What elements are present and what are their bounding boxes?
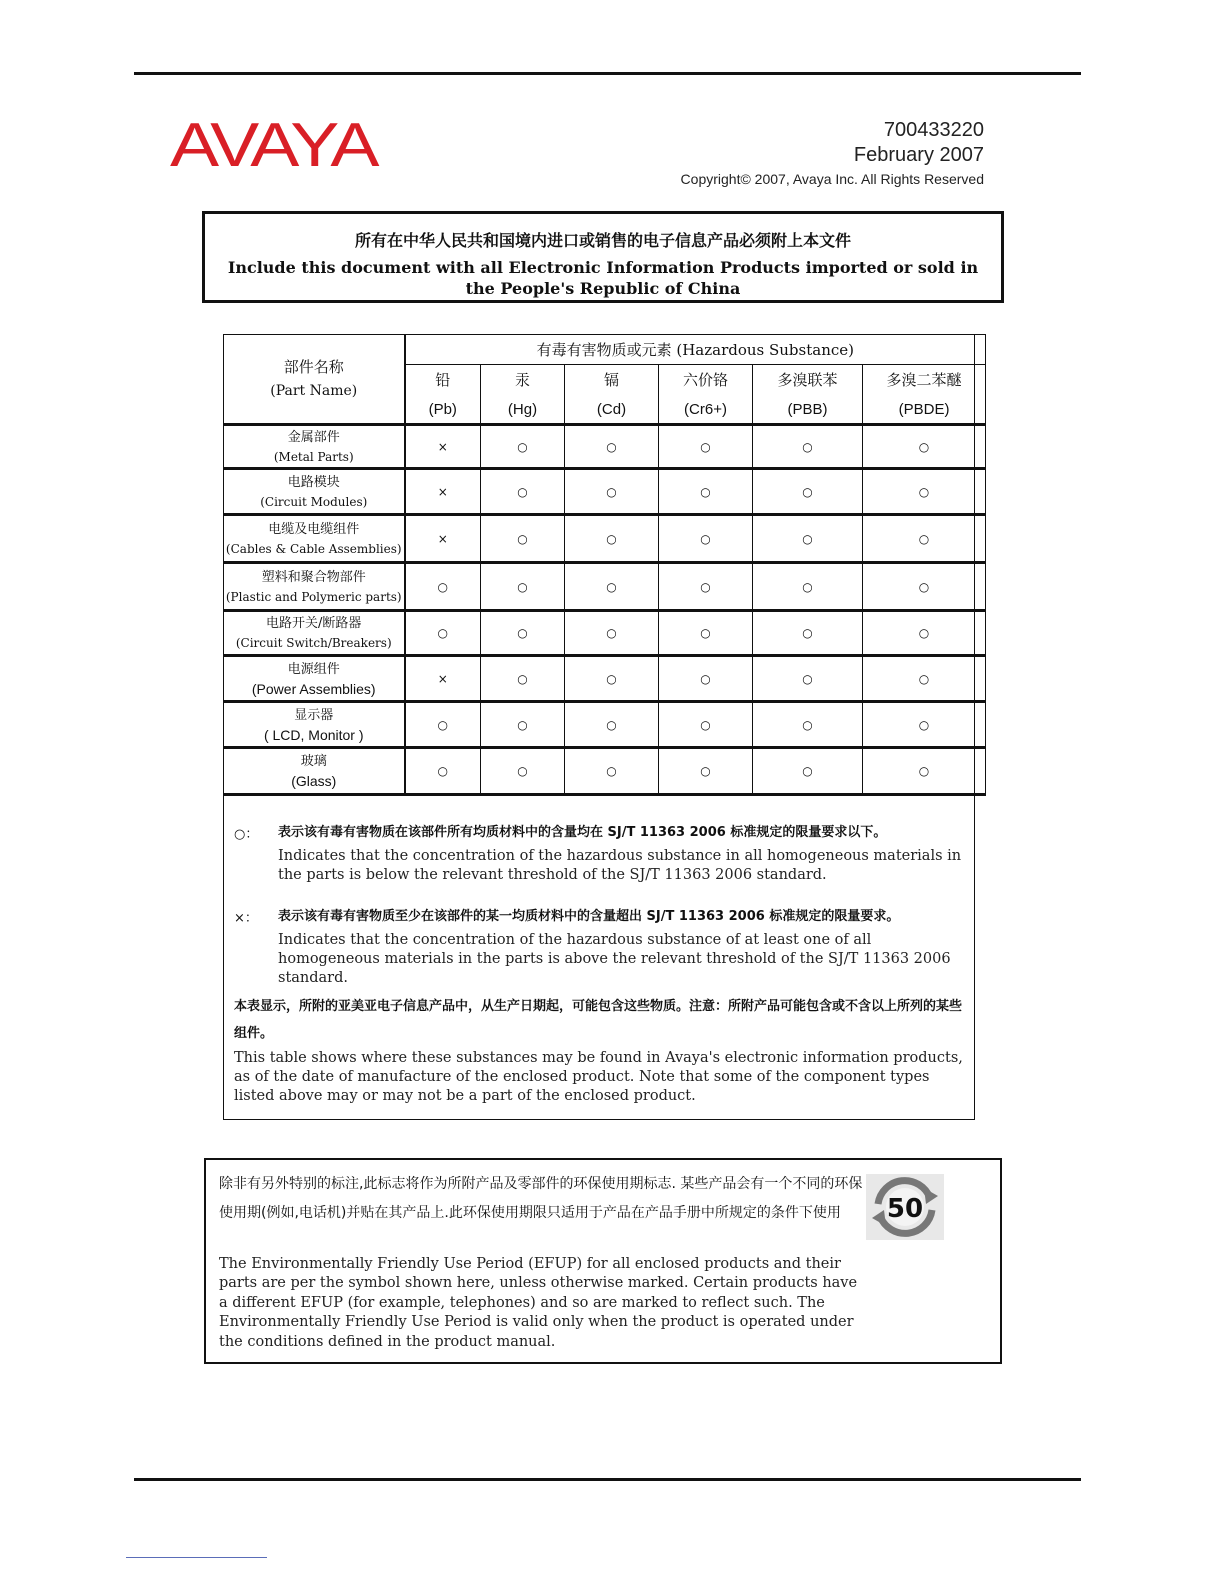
summary-zh: 本表显示，所附的亚美亚电子信息产品中，从生产日期起，可能包含这些物质。注意：所附产品可能包含或不含以上所列的某些组件。 xyxy=(234,999,963,1041)
document-meta xyxy=(681,118,984,189)
efup-badge-value: 50 xyxy=(886,1194,924,1224)
substance-header: 多溴二苯醚 (PBDE) xyxy=(863,365,986,425)
substance-mark-cell: ○ xyxy=(753,425,863,469)
part-name-cell xyxy=(224,515,405,563)
legend-item-compliant xyxy=(234,823,974,885)
part-name-header xyxy=(224,335,405,425)
part-name-cell xyxy=(224,563,405,611)
table-row xyxy=(224,515,986,563)
substance-mark-cell: ○ xyxy=(481,563,565,611)
substance-mark-cell: ○ xyxy=(863,469,986,515)
part-name-cell xyxy=(224,656,405,702)
substance-mark-cell: ○ xyxy=(565,611,659,656)
substance-mark-cell: ○ xyxy=(565,748,659,795)
part-name-en: (Plastic and Polymeric parts) xyxy=(225,589,402,604)
table-legend xyxy=(234,823,974,1010)
part-name-zh: 电路模块 xyxy=(287,474,340,490)
avaya-logo-text: AVAYA xyxy=(170,112,380,180)
legend-zh: 表示该有毒有害物质在该部件所有均质材料中的含量均在 SJ/T 11363 2006 标准规定的限量要求以下。 xyxy=(278,825,887,840)
table-row xyxy=(224,611,986,656)
substance-mark-cell: ○ xyxy=(659,515,753,563)
part-name-cell xyxy=(224,469,405,515)
substance-mark-cell: ○ xyxy=(565,563,659,611)
part-name-en: ( LCD, Monitor ) xyxy=(263,726,364,743)
table-row xyxy=(224,656,986,702)
substance-mark-cell: × xyxy=(405,515,481,563)
part-name-en: (Glass) xyxy=(291,773,337,789)
bottom-rule xyxy=(134,1478,1081,1481)
substance-mark-cell: ○ xyxy=(863,563,986,611)
substance-mark-cell: ○ xyxy=(565,515,659,563)
substance-header: 铅 (Pb) xyxy=(405,365,481,425)
table-row xyxy=(224,469,986,515)
cross-mark-icon: ×： xyxy=(234,911,258,926)
efup-50-recycle-icon xyxy=(866,1174,944,1240)
substance-mark-cell: ○ xyxy=(481,656,565,702)
substance-header: 多溴联苯 (PBB) xyxy=(753,365,863,425)
part-name-zh: 电路开关/断路器 xyxy=(266,616,362,631)
substance-mark-cell: ○ xyxy=(863,425,986,469)
part-name-cell xyxy=(224,425,405,469)
substance-mark-cell: ○ xyxy=(405,611,481,656)
substance-mark-cell: ○ xyxy=(481,515,565,563)
part-name-en: (Metal Parts) xyxy=(273,449,354,464)
efup-english: The Environmentally Friendly Use Period (EFUP) for all enclosed products and their parts are per the symbol shown here, unless otherwise marked. Certain products have a different EFUP (for example, telephones) and so are marked to reflect such. The Environmentally Friendly Use Period is valid only when the product is operated under the conditions defined in the product manual. xyxy=(219,1256,858,1350)
document-date: February 2007 xyxy=(853,144,984,166)
substance-mark-cell: ○ xyxy=(753,656,863,702)
table-row xyxy=(224,563,986,611)
substance-mark-cell: ○ xyxy=(863,702,986,748)
efup-box xyxy=(204,1158,1002,1364)
part-name-en: (Cables & Cable Assemblies) xyxy=(225,541,402,556)
part-name-header-en: (Part Name) xyxy=(270,383,358,399)
substance-mark-cell: × xyxy=(405,656,481,702)
substance-mark-cell: ○ xyxy=(405,702,481,748)
hazardous-substance-table xyxy=(223,334,986,796)
hazard-header: 有毒有害物质或元素 (Hazardous Substance) xyxy=(405,335,986,365)
avaya-logo xyxy=(170,112,380,186)
substance-mark-cell: ○ xyxy=(405,748,481,795)
table-row xyxy=(224,748,986,795)
top-rule xyxy=(134,72,1081,75)
part-name-zh: 塑料和聚合物部件 xyxy=(261,569,366,585)
part-name-zh: 电缆及电缆组件 xyxy=(268,521,360,537)
substance-mark-cell: ○ xyxy=(659,563,753,611)
table-row xyxy=(224,425,986,469)
substance-mark-cell: ○ xyxy=(753,611,863,656)
substance-mark-cell: ○ xyxy=(753,515,863,563)
substance-mark-cell: ○ xyxy=(863,515,986,563)
hazardous-substance-section xyxy=(223,334,975,1120)
import-notice-box xyxy=(202,211,1004,303)
part-name-header-zh: 部件名称 xyxy=(283,358,344,376)
substance-mark-cell: ○ xyxy=(753,748,863,795)
substance-mark-cell: ○ xyxy=(565,656,659,702)
substance-mark-cell: ○ xyxy=(753,702,863,748)
substance-mark-cell: ○ xyxy=(863,656,986,702)
substance-mark-cell: ○ xyxy=(405,563,481,611)
substance-mark-cell: ○ xyxy=(659,656,753,702)
substance-mark-cell: ○ xyxy=(863,611,986,656)
substance-mark-cell: ○ xyxy=(659,702,753,748)
part-name-zh: 金属部件 xyxy=(287,429,340,445)
substance-mark-cell: ○ xyxy=(659,425,753,469)
substance-mark-cell: × xyxy=(405,425,481,469)
substance-mark-cell: ○ xyxy=(481,748,565,795)
table-summary xyxy=(234,993,969,1106)
part-name-zh: 显示器 xyxy=(294,707,334,723)
substance-header: 汞 (Hg) xyxy=(481,365,565,425)
part-name-zh: 电源组件 xyxy=(287,661,340,677)
notice-chinese: 所有在中华人民共和国境内进口或销售的电子信息产品必须附上本文件 xyxy=(354,231,851,250)
substance-mark-cell: ○ xyxy=(863,748,986,795)
part-name-zh: 玻璃 xyxy=(300,754,327,769)
substance-mark-cell: ○ xyxy=(659,469,753,515)
substance-header: 六价铬 (Cr6+) xyxy=(659,365,753,425)
part-name-en: (Power Assemblies) xyxy=(251,680,376,697)
substance-mark-cell: ○ xyxy=(659,611,753,656)
substance-mark-cell: ○ xyxy=(753,563,863,611)
part-name-cell xyxy=(224,748,405,795)
substance-mark-cell: ○ xyxy=(481,425,565,469)
substance-mark-cell: × xyxy=(405,469,481,515)
substance-mark-cell: ○ xyxy=(481,469,565,515)
footer-link-underline xyxy=(126,1557,267,1558)
substance-mark-cell: ○ xyxy=(659,748,753,795)
substance-mark-cell: ○ xyxy=(481,611,565,656)
part-name-cell xyxy=(224,702,405,748)
legend-zh: 表示该有毒有害物质至少在该部件的某一均质材料中的含量超出 SJ/T 11363 2006 标准规定的限量要求。 xyxy=(278,909,900,924)
legend-en: Indicates that the concentration of the hazardous substance in all homogeneous materials in the parts is below the relevant threshold of the SJ/T 11363 2006 standard. xyxy=(278,848,962,883)
summary-en: This table shows where these substances may be found in Avaya's electronic information products, as of the date of manufacture of the enclosed product. Note that some of the component types listed above may or may not be a part of the enclosed product. xyxy=(234,1050,963,1104)
substance-mark-cell: ○ xyxy=(565,702,659,748)
legend-item-exceeds xyxy=(234,907,974,988)
document-number: 700433220 xyxy=(883,119,984,141)
circle-mark-icon: ○： xyxy=(234,827,259,842)
part-name-en: (Circuit Switch/Breakers) xyxy=(235,636,392,650)
substance-mark-cell: ○ xyxy=(565,469,659,515)
substance-mark-cell: ○ xyxy=(565,425,659,469)
part-name-en: (Circuit Modules) xyxy=(260,494,368,509)
legend-en: Indicates that the concentration of the hazardous substance of at least one of all homogeneous materials in the parts is above the relevant threshold of the SJ/T 11363 2006 standard. xyxy=(278,932,951,986)
substance-mark-cell: ○ xyxy=(753,469,863,515)
copyright-notice: Copyright© 2007, Avaya Inc. All Rights Reserved xyxy=(680,171,984,187)
substance-header: 镉 (Cd) xyxy=(565,365,659,425)
substance-mark-cell: ○ xyxy=(481,702,565,748)
efup-chinese: 除非有另外特别的标注,此标志将作为所附产品及零部件的环保使用期标志. 某些产品会有一个不同的环保使用期(例如,电话机)并贴在其产品上.此环保使用期限只适用于产品在产品手册中所规定的条件下使用 xyxy=(219,1176,863,1221)
notice-english: Include this document with all Electronic Information Products imported or sold in the People's Republic of China xyxy=(227,258,979,298)
part-name-cell xyxy=(224,611,405,656)
table-row xyxy=(224,702,986,748)
